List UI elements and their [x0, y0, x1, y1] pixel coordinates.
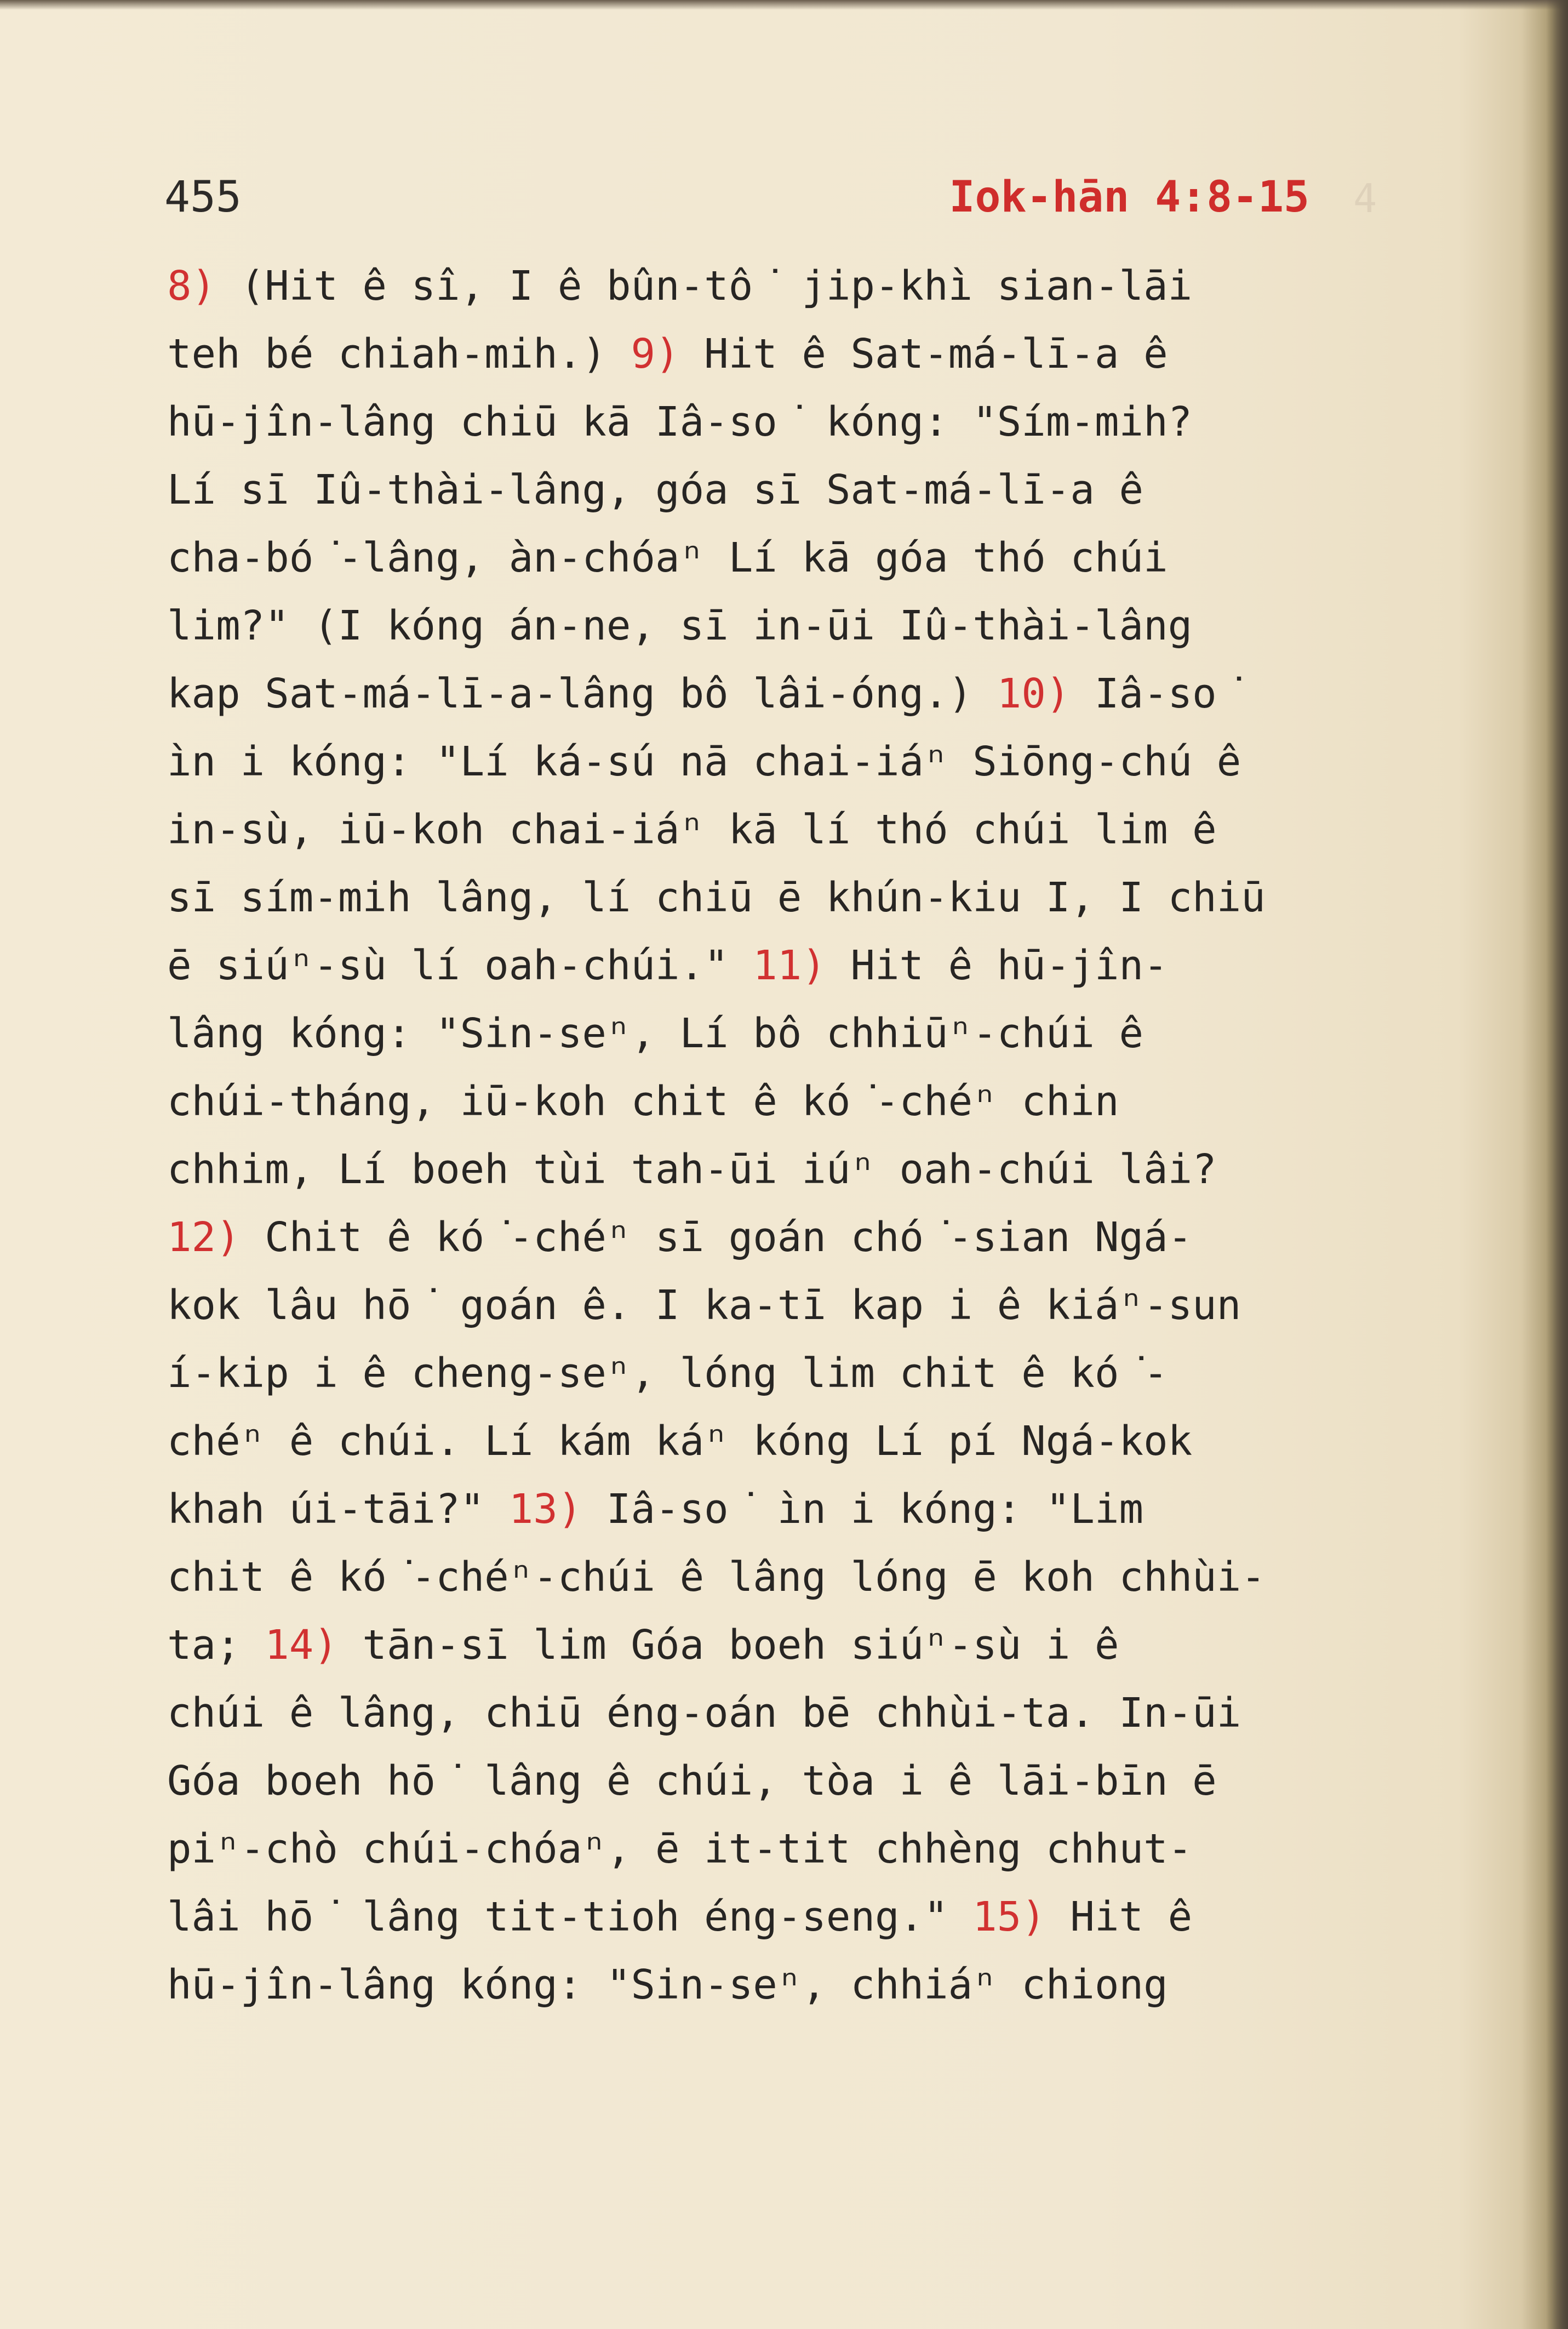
text-line [167, 1475, 1427, 1543]
running-title: Iok-hān 4:8-15 [949, 173, 1309, 222]
text-segment: chúi ê lâng, chiū éng-oán bē chhùi-ta. In-ūi [167, 1689, 1241, 1737]
verse-number: 13) [508, 1486, 582, 1533]
text-segment: kok lâu hō͘ goán ê. I ka-tī kap i ê kiáⁿ-sun [167, 1282, 1241, 1329]
text-segment: chéⁿ ê chúi. Lí kám káⁿ kóng Lí pí Ngá-kok [167, 1418, 1193, 1465]
text-segment: ē siúⁿ-sù lí oah-chúi." [167, 942, 753, 989]
text-line [167, 1135, 1427, 1203]
text-segment: chúi-tháng, iū-koh chit ê kó͘-chéⁿ chin [167, 1078, 1119, 1125]
text-segment: Iâ-so͘ ìn i kóng: "Lim [582, 1486, 1144, 1533]
text-line [167, 1000, 1427, 1068]
text-line [167, 660, 1427, 728]
text-segment: lâi hō͘ lâng tit-tioh éng-seng." [167, 1893, 973, 1940]
text-line [167, 1068, 1427, 1135]
text-segment: ìn i kóng: "Lí ká-sú nā chai-iáⁿ Siōng-chú ê [167, 738, 1241, 785]
text-line [167, 1883, 1427, 1951]
text-line [167, 1339, 1427, 1407]
text-segment: teh bé chiah-mih.) [167, 330, 631, 378]
page-header [164, 167, 1309, 227]
text-line [167, 796, 1427, 864]
text-line [167, 1407, 1427, 1475]
text-segment: sī sím-mih lâng, lí chiū ē khún-kiu I, I chiū [167, 874, 1266, 921]
text-segment: Iâ-so͘ [1070, 670, 1241, 717]
text-line [167, 252, 1427, 320]
text-segment: piⁿ-chò chúi-chóaⁿ, ē it-tit chhèng chhut- [167, 1825, 1193, 1873]
verse-number: 14) [265, 1622, 338, 1669]
text-segment: kap Sat-má-lī-a-lâng bô lâi-óng.) [167, 670, 997, 717]
text-segment: chhim, Lí boeh tùi tah-ūi iúⁿ oah-chúi lâi? [167, 1146, 1217, 1193]
text-segment: ta; [167, 1622, 265, 1669]
text-line [167, 728, 1427, 796]
verse-number: 11) [753, 942, 826, 989]
text-line [167, 1951, 1427, 2019]
text-line [167, 320, 1427, 388]
text-segment: (Hit ê sî, I ê bûn-tô͘ jip-khì sian-lāi [216, 262, 1193, 310]
verse-number: 9) [631, 330, 680, 378]
text-segment: í-kip i ê cheng-seⁿ, lóng lim chit ê kó͘- [167, 1350, 1168, 1397]
text-line [167, 1271, 1427, 1339]
text-segment: tān-sī lim Góa boeh siúⁿ-sù i ê [337, 1622, 1119, 1669]
text-segment: Hit ê [1045, 1893, 1193, 1940]
text-line [167, 1747, 1427, 1815]
verse-number: 10) [997, 670, 1071, 717]
text-segment: Góa boeh hō͘ lâng ê chúi, tòa i ê lāi-bīn ē [167, 1757, 1217, 1805]
text-line [167, 864, 1427, 932]
text-segment: khah úi-tāi?" [167, 1486, 509, 1533]
text-line [167, 1815, 1427, 1883]
text-segment: lâng kóng: "Sin-seⁿ, Lí bô chhiūⁿ-chúi ê [167, 1010, 1144, 1057]
text-segment: lim?" (I kóng án-ne, sī in-ūi Iû-thài-lâng [167, 602, 1193, 649]
text-line [167, 456, 1427, 524]
text-segment: Chit ê kó͘-chéⁿ sī goán chó͘-sian Ngá- [240, 1214, 1193, 1261]
text-line [167, 1611, 1427, 1679]
page-number: 455 [164, 173, 242, 222]
text-segment: Hit ê Sat-má-lī-a ê [679, 330, 1168, 378]
text-line [167, 1203, 1427, 1271]
text-segment: hū-jîn-lâng kóng: "Sin-seⁿ, chhiáⁿ chiong [167, 1961, 1168, 2008]
page-top-shadow [0, 0, 1568, 10]
bleed-through-text: 4 [1353, 175, 1377, 221]
text-segment: chit ê kó͘-chéⁿ-chúi ê lâng lóng ē koh chhùi- [167, 1554, 1266, 1601]
text-line [167, 932, 1427, 1000]
text-segment: Lí sī Iû-thài-lâng, góa sī Sat-má-lī-a ê [167, 466, 1144, 513]
text-segment: hū-jîn-lâng chiū kā Iâ-so͘ kóng: "Sím-mih? [167, 398, 1193, 446]
text-line [167, 1679, 1427, 1747]
text-line [167, 388, 1427, 456]
verse-number: 8) [167, 262, 216, 310]
text-line [167, 524, 1427, 592]
text-segment: cha-bó͘-lâng, àn-chóaⁿ Lí kā góa thó chúi [167, 534, 1168, 581]
text-segment: in-sù, iū-koh chai-iáⁿ kā lí thó chúi lim ê [167, 806, 1217, 853]
body-text [167, 252, 1427, 2019]
text-line [167, 1543, 1427, 1611]
book-spine-edge [1546, 0, 1568, 2329]
verse-number: 12) [167, 1214, 241, 1261]
text-segment: Hit ê hū-jîn- [826, 942, 1168, 989]
verse-number: 15) [972, 1893, 1046, 1940]
text-line [167, 592, 1427, 660]
